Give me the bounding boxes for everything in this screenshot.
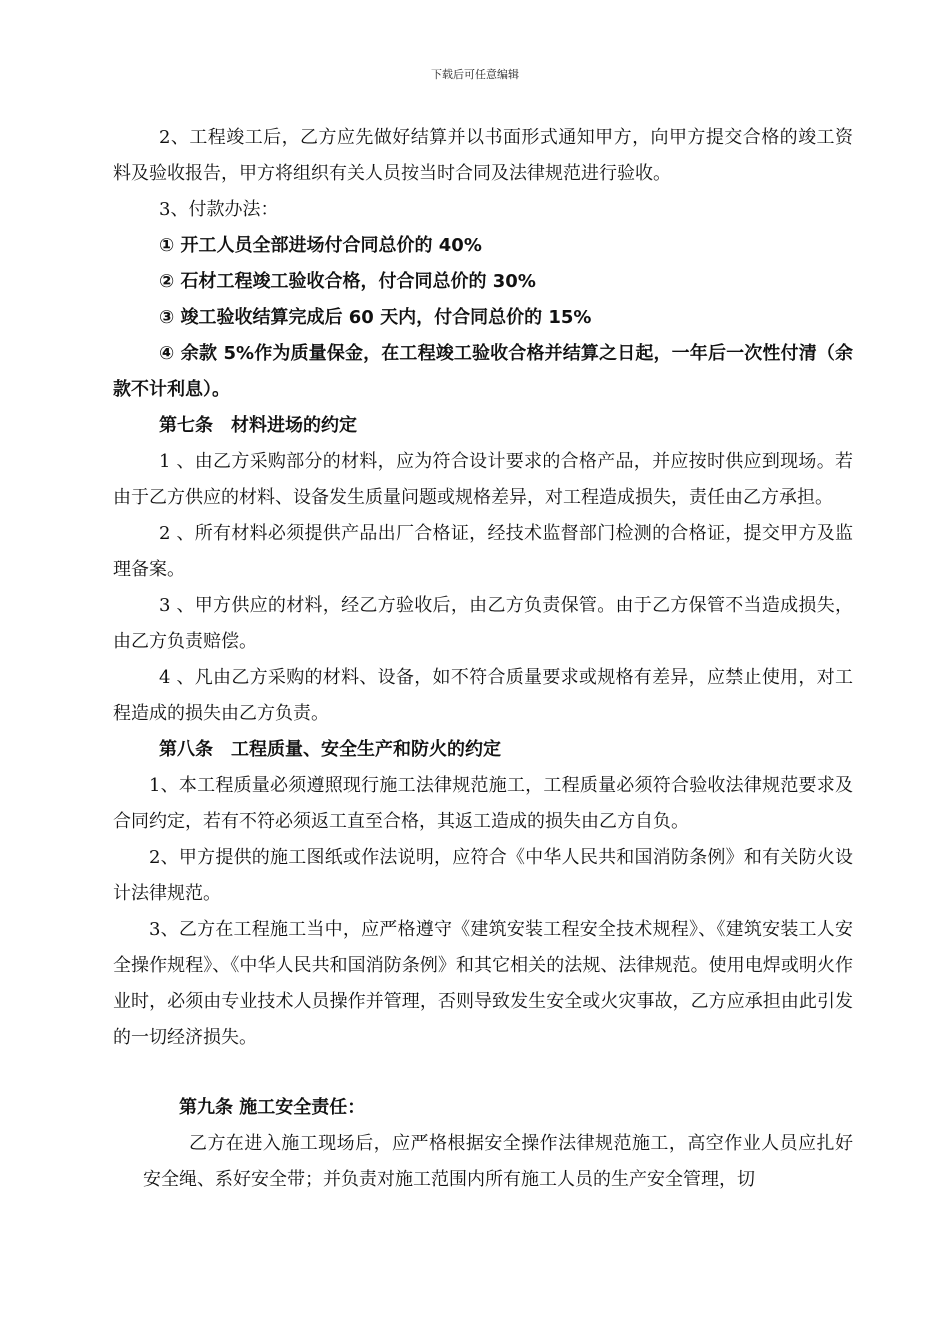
clause-completion: 2、工程竣工后，乙方应先做好结算并以书面形式通知甲方，向甲方提交合格的竣工资料及验收报告，甲方将组织有关人员按当时合同及法律规范进行验收。	[113, 127, 853, 184]
article-8-heading: 第八条 工程质量、安全生产和防火的约定	[159, 739, 501, 760]
article-7-item-1: 1 、由乙方采购部分的材料，应为符合设计要求的合格产品，并应按时供应到现场。若由于乙方供应的材料、设备发生质量问题或规格差异，对工程造成损失，责任由乙方承担。	[113, 451, 853, 508]
article-7-item-2: 2 、所有材料必须提供产品出厂合格证，经技术监督部门检测的合格证，提交甲方及监理备案。	[113, 523, 853, 580]
payment-item-4: ④ 余款 5%作为质量保金，在工程竣工验收合格并结算之日起，一年后一次性付清（余款不计利息）。	[113, 343, 853, 400]
page-header: 下载后可任意编辑	[431, 68, 519, 81]
document-body	[113, 120, 853, 1198]
article-7-heading: 第七条 材料进场的约定	[159, 415, 357, 436]
article-7-item-4: 4 、凡由乙方采购的材料、设备，如不符合质量要求或规格有差异，应禁止使用，对工程造成的损失由乙方负责。	[113, 667, 853, 724]
payment-item-1: ① 开工人员全部进场付合同总价的 40%	[159, 235, 482, 256]
article-9-heading: 第九条 施工安全责任：	[179, 1097, 366, 1118]
article-8-item-3: 3、乙方在工程施工当中，应严格遵守《建筑安装工程安全技术规程》、《建筑安装工人安全操作规程》、《中华人民共和国消防条例》和其它相关的法规、法律规范。使用电焊或明火作业时，必须由专业技术人员操作并管理，否则导致发生安全或火灾事故，乙方应承担由此引发的一切经济损失。	[113, 919, 853, 1048]
article-8-item-1: 1、本工程质量必须遵照现行施工法律规范施工，工程质量必须符合验收法律规范要求及合同约定，若有不符必须返工直至合格，其返工造成的损失由乙方自负。	[113, 775, 853, 832]
payment-item-3: ③ 竣工验收结算完成后 60 天内，付合同总价的 15%	[159, 307, 592, 328]
article-8-item-2: 2、甲方提供的施工图纸或作法说明，应符合《中华人民共和国消防条例》和有关防火设计法律规范。	[113, 847, 853, 904]
spacer	[113, 1056, 853, 1090]
payment-heading: 3、付款办法：	[159, 199, 279, 220]
article-7-item-3: 3 、甲方供应的材料，经乙方验收后，由乙方负责保管。由于乙方保管不当造成损失，由乙方负责赔偿。	[113, 595, 853, 652]
article-9-item-1: 乙方在进入施工现场后，应严格根据安全操作法律规范施工，高空作业人员应扎好安全绳、系好安全带；并负责对施工范围内所有施工人员的生产安全管理，切	[143, 1133, 853, 1190]
payment-item-2: ② 石材工程竣工验收合格，付合同总价的 30%	[159, 271, 536, 292]
